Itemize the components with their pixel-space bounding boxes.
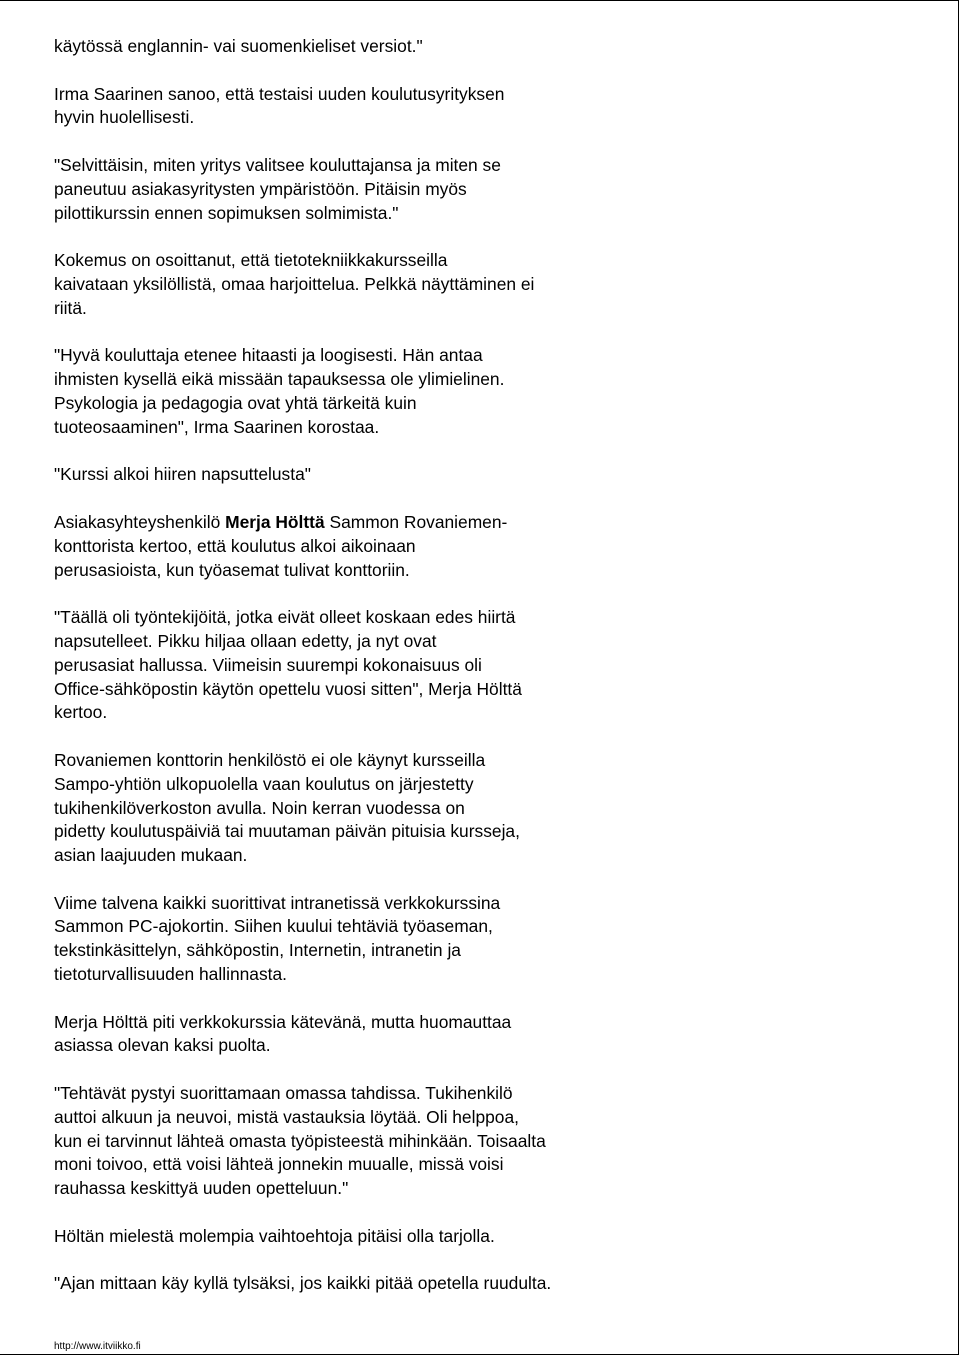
paragraph: "Tehtävät pystyi suorittamaan omassa tahdissa. Tukihenkilö auttoi alkuun ja neuvoi, mistä vastauksia löytää. Oli helppoa, kun ei tarvinnut lähteä omasta työpisteestä mihinkään. Toisaalta moni toivoo, että voisi lähteä jonnekin muualle, missä voisi rauhassa keskittyä uuden opetteluun." — [54, 1083, 546, 1199]
paragraph: Kokemus on osoittanut, että tietotekniikkakursseilla kaivataan yksilöllistä, omaa harjoittelua. Pelkkä näyttäminen ei riitä. — [54, 250, 535, 318]
paragraph: "Selvittäisin, miten yritys valitsee kouluttajansa ja miten se paneutuu asiakasyritysten ympäristöön. Pitäisin myös pilottikurssin ennen sopimuksen solmimista." — [54, 154, 501, 223]
article-body — [54, 35, 694, 1320]
paragraph: Irma Saarinen sanoo, että testaisi uuden koulutusyrityksen hyvin huolellisesti. — [54, 83, 505, 128]
contact-text-after: Sammon Rovaniemen- konttorista kertoo, että koulutus alkoi aikoinaan perusasioista, kun työasemat tulivat konttoriin. — [54, 511, 508, 580]
paragraph: "Täällä oli työntekijöitä, jotka eivät olleet koskaan edes hiirtä napsutelleet. Pikku hiljaa ollaan edetty, ja nyt ovat perusasiat hallussa. Viimeisin suurempi kokonaisuus oli Office-sähköpostin käytön opettelu vuosi sitten", Merja Hölttä kertoo. — [54, 607, 522, 723]
paragraph: käytössä englannin- vai suomenkieliset versiot." — [54, 36, 423, 56]
footer-url[interactable]: http://www.itviikko.fi — [54, 1341, 141, 1352]
contact-text-before: Asiakasyhteyshenkilö — [54, 511, 226, 532]
paragraph: Höltän mielestä molempia vaihtoehtoja pitäisi olla tarjolla. — [54, 1225, 495, 1246]
paragraph: Merja Hölttä piti verkkokurssia kätevänä, mutta huomauttaa asiassa olevan kaksi puolta. — [54, 1011, 512, 1056]
subheading: "Kurssi alkoi hiiren napsuttelusta" — [54, 464, 311, 485]
paragraph: "Ajan mittaan käy kyllä tylsäksi, jos kaikki pitää opetella ruudulta. — [54, 1273, 552, 1294]
paragraph: Rovaniemen konttorin henkilöstö ei ole käynyt kursseilla Sampo-yhtiön ulkopuolella vaan koulutus on järjestetty tukihenkilöverkoston avulla. Noin kerran vuodessa on pidetty koulutuspäiviä tai muutaman päivän pituisia kursseja, asian laajuuden mukaan. — [54, 749, 520, 866]
paragraph-contact — [54, 511, 694, 582]
paragraph: Viime talvena kaikki suorittivat intranetissä verkkokurssina Sammon PC-ajokortin. Siihen kuului tehtäviä työaseman, tekstinkäsittelyn, sähköpostin, Internetin, intranetin ja tietoturvallisuuden hallinnasta. — [54, 892, 501, 985]
paragraph: "Hyvä kouluttaja etenee hitaasti ja loogisesti. Hän antaa ihmisten kysellä eikä missään tapauksessa ole ylimielinen. Psykologia ja pedagogia ovat yhtä tärkeitä kuin tuoteosaaminen", Irma Saarinen korostaa. — [54, 345, 505, 437]
contact-name: Merja Hölttä — [225, 511, 325, 532]
